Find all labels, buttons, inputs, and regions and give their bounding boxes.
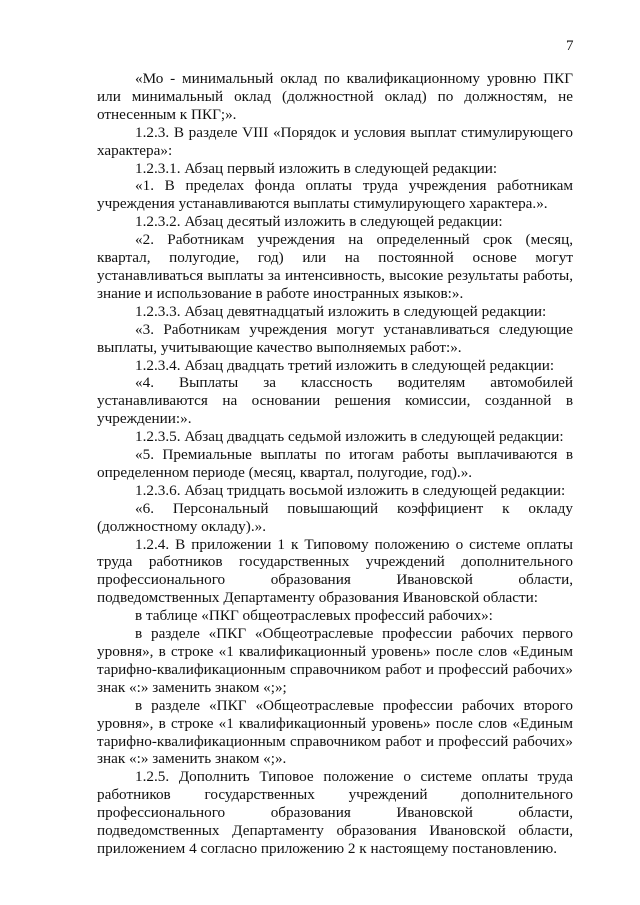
paragraph: 1.2.3.5. Абзац двадцать седьмой изложить в следующей редакции:	[135, 428, 564, 446]
paragraph: в разделе «ПКГ «Общеотраслевые профессии рабочих первого уровня», в строке «1 квалификационный уровень» после слов «Единым тарифно-квалификационным справочником работ и профессий рабочих» знак «:» заменить знаком «;»;	[97, 625, 573, 696]
paragraph: «Мо - минимальный оклад по квалификационному уровню ПКГ или минимальный оклад (должностной оклад) по должностям, не отнесенным к ПКГ;».	[97, 70, 573, 123]
paragraph: «1. В пределах фонда оплаты труда учреждения работникам учреждения устанавливаются выплаты стимулирующего характера.».	[97, 177, 573, 213]
paragraph: 1.2.3.4. Абзац двадцать третий изложить в следующей редакции:	[135, 356, 555, 374]
paragraph: 1.2.5. Дополнить Типовое положение о системе оплаты труда работников государственных учреждений дополнительного профессионального образования Ивановской области, подведомственных Департаменту образования Ивановской области, приложением 4 согласно приложению 2 к настоящему постановлению.	[97, 768, 573, 857]
paragraph: «5. Премиальные выплаты по итогам работы выплачиваются в определенном периоде (месяц, квартал, полугодие, год).».	[97, 446, 573, 481]
paragraph: «3. Работникам учреждения могут устанавливаться следующие выплаты, учитывающие качество выполняемых работ:».	[97, 320, 573, 356]
paragraph: 1.2.3.1. Абзац первый изложить в следующей редакции:	[135, 159, 498, 177]
paragraph: 1.2.3. В разделе VIII «Порядок и условия выплат стимулирующего характера»:	[97, 123, 573, 159]
paragraph: 1.2.4. В приложении 1 к Типовому положению о системе оплаты труда работников государственных учреждений дополнительного профессионального образования Ивановской области, подведомственных Департаменту образования Ивановской области:	[97, 535, 573, 607]
paragraph: «6. Персональный повышающий коэффициент к окладу (должностному окладу).».	[97, 499, 573, 535]
document-body	[97, 70, 573, 858]
paragraph: 1.2.3.6. Абзац тридцать восьмой изложить в следующей редакции:	[135, 481, 566, 499]
paragraph: «4. Выплаты за классность водителям автомобилей устанавливаются на основании решения комиссии, созданной в учреждении:».	[97, 374, 573, 428]
paragraph: «2. Работникам учреждения на определенный срок (месяц, квартал, полугодие, год) или на постоянной основе могут устанавливаться выплаты за интенсивность, высокие результаты работы, знание и использование в работе иностранных языков:».	[97, 231, 573, 302]
paragraph: 1.2.3.3. Абзац девятнадцатый изложить в следующей редакции:	[135, 302, 547, 320]
page-number: 7	[566, 38, 574, 54]
paragraph: в таблице «ПКГ общеотраслевых профессий рабочих»:	[135, 607, 493, 625]
paragraph: 1.2.3.2. Абзац десятый изложить в следующей редакции:	[135, 213, 503, 231]
paragraph: в разделе «ПКГ «Общеотраслевые профессии рабочих второго уровня», в строке «1 квалификационный уровень» после слов «Единым тарифно-квалификационным справочником работ и профессий рабочих» знак «:» заменить знаком «;».	[97, 696, 573, 768]
